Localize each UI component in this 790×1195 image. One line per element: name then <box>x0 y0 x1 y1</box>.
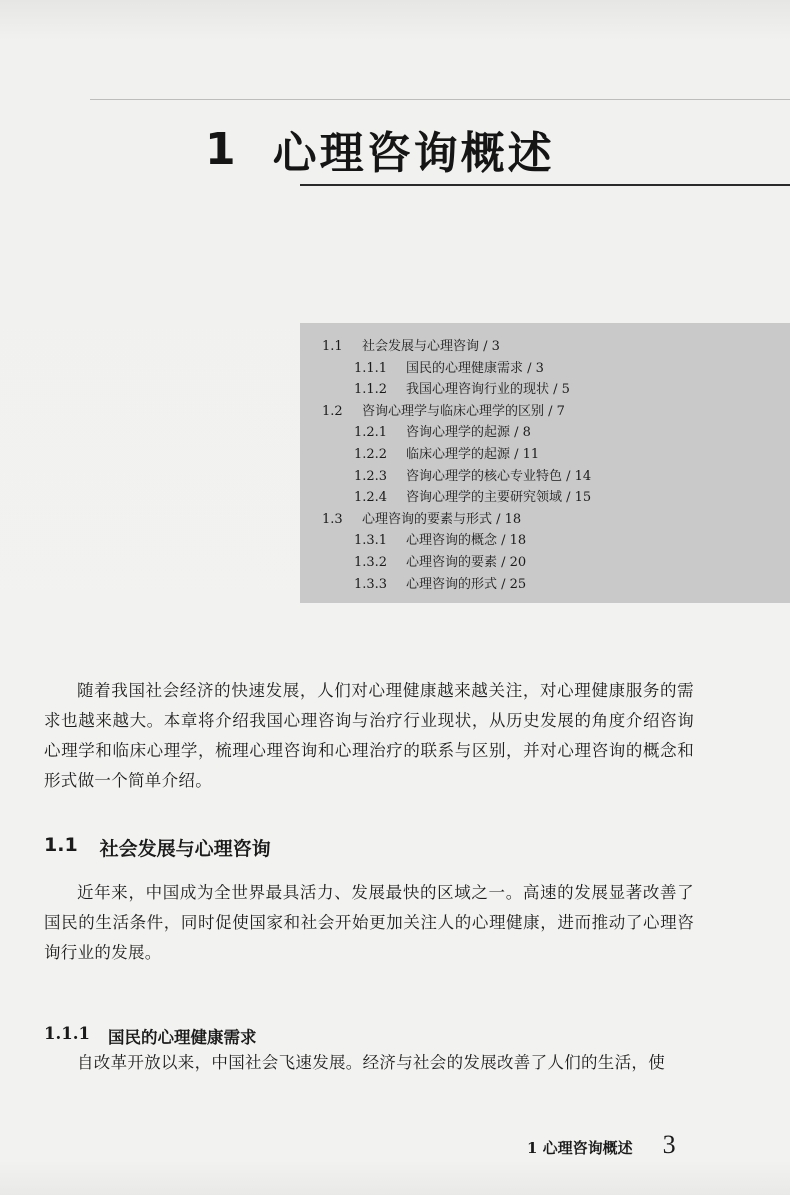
toc-item-number: 1.3.2 <box>354 554 388 570</box>
toc-item-label: 心理咨询的要素与形式 / 18 <box>362 511 522 527</box>
top-rule <box>90 99 790 100</box>
toc-item-number: 1.1 <box>322 339 343 354</box>
footer-chapter-label: 1 心理咨询概述 <box>527 1139 633 1157</box>
section-title: 社会发展与心理咨询 <box>99 838 271 860</box>
section-1-1-1-paragraph: 自改革开放以来，中国社会飞速发展。经济与社会的发展改善了人们的生活，使 <box>77 1053 665 1072</box>
toc-item-number: 1.2 <box>322 403 343 419</box>
intro-paragraph: 随着我国社会经济的快速发展，人们对心理健康越来越关注，对心理健康服务的需求也越来越大。本章将介绍我国心理咨询与治疗行业现状，从历史发展的角度介绍咨询心理学和临床心理学，梳理心理咨询和心理治疗的联系与区别，并对心理咨询的概念和形式做一个简单介绍。 <box>44 681 694 790</box>
toc-item-number: 1.3.3 <box>354 576 388 592</box>
toc-item-label: 咨询心理学的主要研究领域 / 15 <box>406 490 592 506</box>
chapter-title-text: 心理咨询概述 <box>272 128 555 179</box>
toc-item <box>322 422 782 444</box>
toc-item <box>322 552 782 574</box>
toc-item <box>322 336 782 358</box>
toc-item-label: 我国心理咨询行业的现状 / 5 <box>406 382 570 398</box>
title-rule <box>300 184 790 186</box>
section-heading-1-1-1 <box>44 1024 256 1048</box>
toc-item-number: 1.2.3 <box>354 468 388 484</box>
toc-item <box>322 358 782 380</box>
toc-item-label: 咨询心理学的核心专业特色 / 14 <box>406 468 592 484</box>
toc-item-label: 社会发展与心理咨询 / 3 <box>362 339 500 354</box>
toc-item <box>322 379 782 401</box>
toc-item-label: 心理咨询的形式 / 25 <box>406 576 527 592</box>
toc-item <box>322 401 782 423</box>
toc-item <box>322 444 782 466</box>
toc-item-number: 1.1.2 <box>354 382 388 398</box>
subsection-title: 国民的心理健康需求 <box>107 1028 257 1047</box>
toc-item <box>322 487 782 509</box>
toc-item-number: 1.2.1 <box>354 425 388 441</box>
toc-item-label: 心理咨询的概念 / 18 <box>406 533 527 549</box>
toc-item <box>322 530 782 552</box>
chapter-toc <box>322 336 782 595</box>
toc-item-label: 临床心理学的起源 / 11 <box>406 446 540 462</box>
chapter-number: 1 <box>205 123 239 175</box>
toc-item-number: 1.2.2 <box>354 446 388 462</box>
chapter-title <box>205 116 555 182</box>
section-1-1-paragraph: 近年来，中国成为全世界最具活力、发展最快的区域之一。高速的发展显著改善了国民的生活条件，同时促使国家和社会开始更加关注人的心理健康，进而推动了心理咨询行业的发展。 <box>44 883 694 962</box>
toc-item-number: 1.1.1 <box>354 360 388 376</box>
toc-item <box>322 509 782 531</box>
section-number: 1.1 <box>44 834 78 856</box>
subsection-number: 1.1.1 <box>44 1024 90 1043</box>
toc-item <box>322 574 782 596</box>
toc-item-number: 1.3.1 <box>354 533 388 549</box>
page-number: 3 <box>662 1130 676 1159</box>
toc-item-label: 咨询心理学的起源 / 8 <box>406 425 531 441</box>
toc-item-number: 1.3 <box>322 511 343 527</box>
toc-item-label: 咨询心理学与临床心理学的区别 / 7 <box>362 403 565 419</box>
toc-item-label: 国民的心理健康需求 / 3 <box>406 360 544 376</box>
section-heading-1-1 <box>44 834 271 861</box>
running-footer <box>527 1130 676 1160</box>
toc-item-label: 心理咨询的要素 / 20 <box>406 554 527 570</box>
toc-item-number: 1.2.4 <box>354 490 388 506</box>
toc-item <box>322 466 782 488</box>
